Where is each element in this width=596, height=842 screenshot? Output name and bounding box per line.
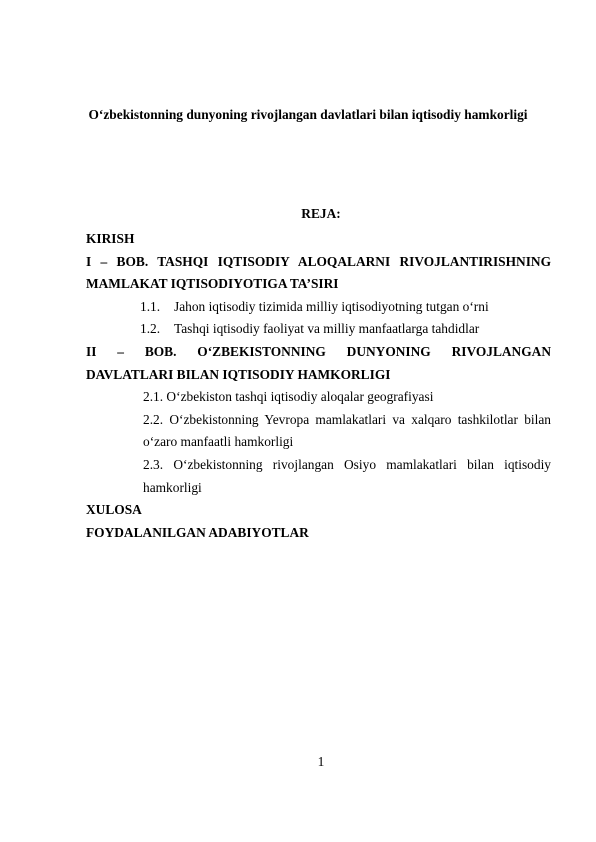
table-of-contents	[86, 228, 551, 544]
toc-chapter1-line1: I – BOB. TASHQI IQTISODIY ALOQALARNI RIVOJLANTIRISHNING	[86, 253, 551, 269]
document-title: O‘zbekistonning dunyoning rivojlangan davlatlari bilan iqtisodiy hamkorligi	[88, 107, 528, 122]
toc-item-2-1	[86, 386, 551, 409]
toc-item-1-1	[86, 296, 551, 319]
toc-item-text: Tashqi iqtisodiy faoliyat va milliy manfaatlarga tahdidlar	[174, 321, 480, 337]
plan-heading: REJA:	[301, 206, 341, 221]
page-number: 1	[317, 754, 325, 769]
toc-chapter2-line1: II – BOB. O‘ZBEKISTONNING DUNYONING RIVOJLANGAN	[86, 343, 551, 359]
toc-item-number: 1.1.	[140, 298, 161, 314]
toc-item-text: 2.2. O‘zbekistonning Yevropa mamlakatlari va xalqaro tashkilotlar bilan o‘zaro manfaatli hamkorligi	[143, 411, 551, 450]
toc-chapter2-line2: DAVLATLARI BILAN IQTISODIY HAMKORLIGI	[86, 366, 391, 382]
toc-conclusion: XULOSA	[86, 502, 142, 518]
toc-intro: KIRISH	[86, 231, 135, 246]
toc-item-text: 2.3. O‘zbekistonning rivojlangan Osiyo mamlakatlari bilan iqtisodiy hamkorligi	[143, 456, 551, 495]
toc-item-text: 2.1. O‘zbekiston tashqi iqtisodiy aloqalar geografiyasi	[143, 389, 434, 405]
toc-chapter1-line2: MAMLAKAT IQTISODIYOTIGA TA’SIRI	[86, 276, 339, 292]
toc-references: FOYDALANILGAN ADABIYOTLAR	[86, 524, 309, 540]
toc-item-text: Jahon iqtisodiy tizimida milliy iqtisodiyotning tutgan o‘rni	[174, 298, 489, 314]
toc-item-1-2	[86, 318, 551, 341]
toc-item-number: 1.2.	[140, 321, 161, 337]
toc-item-2-2	[86, 409, 551, 454]
toc-item-2-3	[86, 454, 551, 499]
